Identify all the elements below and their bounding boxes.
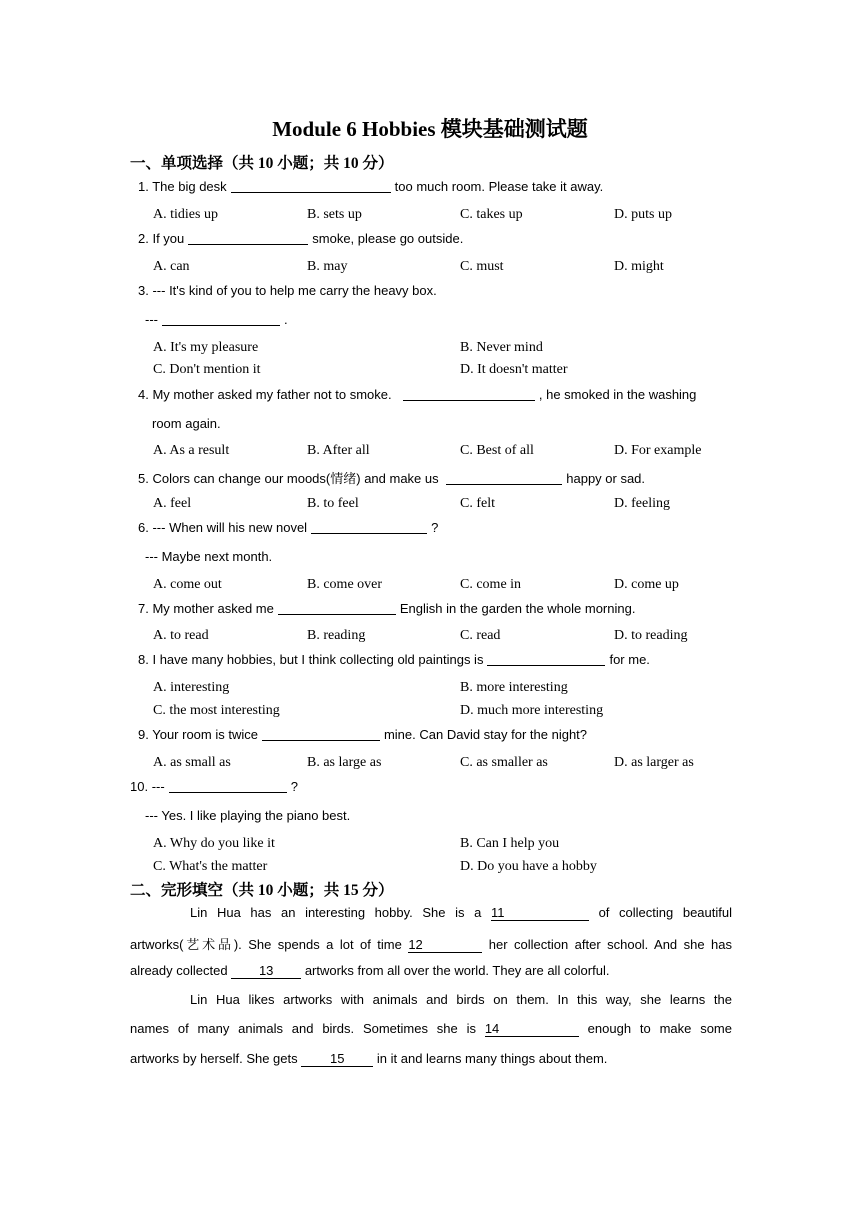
cloze-line-3: already collected 13 artworks from all over the world. They are all colorful. [130, 963, 610, 978]
cloze-blank-13[interactable]: 13 [231, 964, 301, 979]
q3-option-a[interactable]: A. It's my pleasure [153, 340, 259, 355]
answer-blank [188, 231, 308, 245]
section-heading-cloze: 二、完形填空（共 10 小题；共 15 分） [130, 882, 394, 899]
cloze-line-5: names of many animals and birds. Sometimes she is 14 enough to make some [130, 1021, 732, 1036]
question-10-reply: --- Yes. I like playing the piano best. [145, 808, 351, 823]
q5-option-c[interactable]: C. felt [460, 496, 495, 511]
q1-option-c[interactable]: C. takes up [460, 207, 523, 222]
q10-option-c[interactable]: C. What's the matter [153, 859, 268, 874]
q2-option-a[interactable]: A. can [153, 259, 190, 274]
q8-option-b[interactable]: B. more interesting [460, 680, 568, 695]
q6-option-c[interactable]: C. come in [460, 577, 522, 592]
q6-option-d[interactable]: D. come up [614, 577, 679, 592]
q7-option-c[interactable]: C. read [460, 628, 501, 643]
question-3-reply: --- . [145, 312, 288, 327]
cloze-line-6: artworks by herself. She gets 15 in it and learns many things about them. [130, 1051, 608, 1066]
q10-option-a[interactable]: A. Why do you like it [153, 836, 275, 851]
q2-option-c[interactable]: C. must [460, 259, 504, 274]
q3-option-d[interactable]: D. It doesn't matter [460, 362, 568, 377]
q3-option-b[interactable]: B. Never mind [460, 340, 543, 355]
q7-option-b[interactable]: B. reading [307, 628, 366, 643]
q4-option-c[interactable]: C. Best of all [460, 443, 534, 458]
q9-option-d[interactable]: D. as larger as [614, 755, 694, 770]
q4-option-d[interactable]: D. For example [614, 443, 702, 458]
q8-option-c[interactable]: C. the most interesting [153, 703, 280, 718]
q7-option-a[interactable]: A. to read [153, 628, 209, 643]
answer-blank [262, 727, 380, 741]
cloze-line-2: artworks(艺术品). She spends a lot of time 12 her collection after school. And she has [130, 937, 732, 952]
question-6-reply: --- Maybe next month. [145, 549, 273, 564]
question-9: 9. Your room is twice mine. Can David stay for the night? [138, 727, 588, 742]
answer-blank [487, 652, 605, 666]
q6-option-b[interactable]: B. come over [307, 577, 383, 592]
answer-blank [231, 179, 391, 193]
q10-option-d[interactable]: D. Do you have a hobby [460, 859, 597, 874]
page-title: Module 6 Hobbies 模块基础测试题 [272, 117, 588, 141]
q5-option-a[interactable]: A. feel [153, 496, 192, 511]
q3-option-c[interactable]: C. Don't mention it [153, 362, 261, 377]
answer-blank [169, 779, 287, 793]
section-heading-single-choice: 一、单项选择（共 10 小题；共 10 分） [130, 155, 394, 172]
q1-option-a[interactable]: A. tidies up [153, 207, 218, 222]
question-1: 1. The big desk too much room. Please take it away. [138, 179, 604, 194]
q9-option-a[interactable]: A. as small as [153, 755, 231, 770]
cloze-blank-11[interactable]: 11 [491, 906, 589, 921]
answer-blank [162, 312, 280, 326]
cloze-blank-15[interactable]: 15 [301, 1052, 373, 1067]
question-7: 7. My mother asked me English in the garden the whole morning. [138, 601, 636, 616]
question-4-continued: room again. [152, 416, 221, 431]
question-5: 5. Colors can change our moods(情绪) and make us happy or sad. [138, 471, 646, 486]
q5-option-b[interactable]: B. to feel [307, 496, 359, 511]
q4-option-b[interactable]: B. After all [307, 443, 370, 458]
q9-option-c[interactable]: C. as smaller as [460, 755, 548, 770]
q8-option-a[interactable]: A. interesting [153, 680, 230, 695]
q6-option-a[interactable]: A. come out [153, 577, 222, 592]
q9-option-b[interactable]: B. as large as [307, 755, 382, 770]
answer-blank [446, 471, 562, 485]
cloze-blank-14[interactable]: 14 [485, 1022, 579, 1037]
answer-blank [311, 520, 427, 534]
q7-option-d[interactable]: D. to reading [614, 628, 688, 643]
cloze-line-1: Lin Hua has an interesting hobby. She is a 11 of collecting beautiful [190, 905, 732, 920]
q5-option-d[interactable]: D. feeling [614, 496, 670, 511]
cloze-blank-12[interactable]: 12 [408, 938, 482, 953]
answer-blank [278, 601, 396, 615]
question-4: 4. My mother asked my father not to smoke. , he smoked in the washing [138, 387, 697, 402]
question-3: 3. --- It's kind of you to help me carry the heavy box. [138, 283, 437, 298]
question-6: 6. --- When will his new novel ? [138, 520, 439, 535]
q1-option-d[interactable]: D. puts up [614, 207, 672, 222]
question-2: 2. If you smoke, please go outside. [138, 231, 464, 246]
q2-option-d[interactable]: D. might [614, 259, 664, 274]
q8-option-d[interactable]: D. much more interesting [460, 703, 604, 718]
cloze-line-4: Lin Hua likes artworks with animals and birds on them. In this way, she learns the [190, 992, 732, 1007]
q4-option-a[interactable]: A. As a result [153, 443, 230, 458]
answer-blank [403, 387, 535, 401]
q1-option-b[interactable]: B. sets up [307, 207, 362, 222]
question-8: 8. I have many hobbies, but I think collecting old paintings is for me. [138, 652, 650, 667]
question-10: 10. --- ? [130, 779, 298, 794]
q10-option-b[interactable]: B. Can I help you [460, 836, 560, 851]
q2-option-b[interactable]: B. may [307, 259, 348, 274]
